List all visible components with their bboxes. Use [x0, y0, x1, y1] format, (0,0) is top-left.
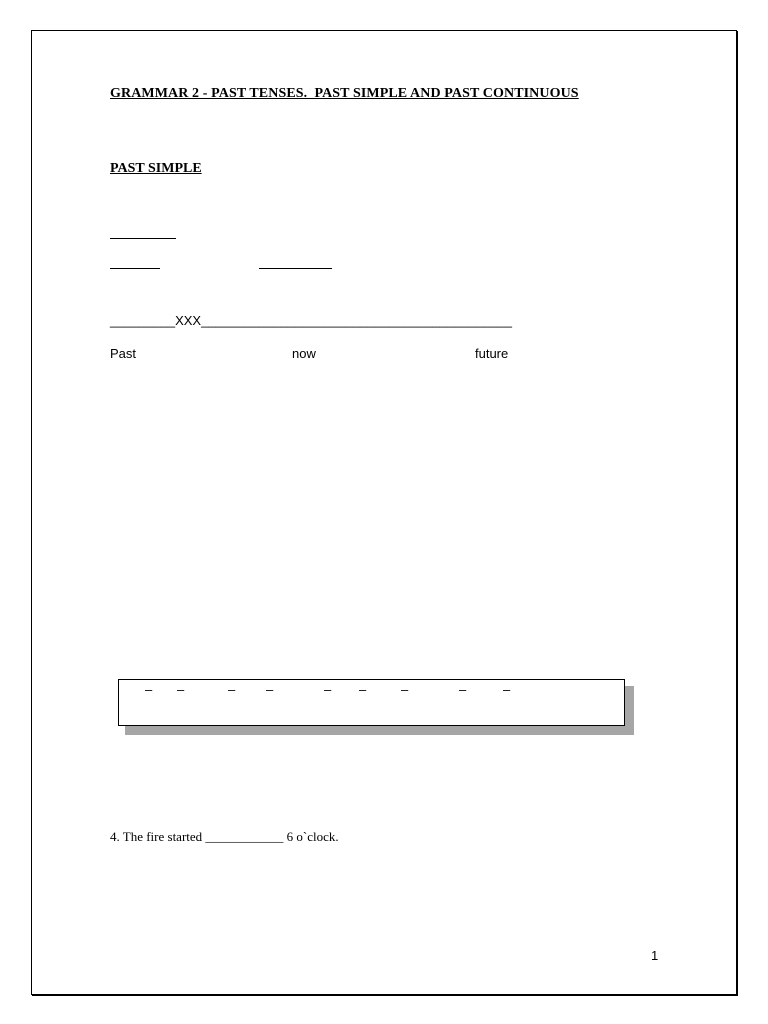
- box-dash: –: [503, 682, 511, 697]
- section-heading: PAST SIMPLE: [110, 161, 202, 176]
- document-title: GRAMMAR 2 - PAST TENSES. PAST SIMPLE AND PAST CONTINUOUS: [110, 86, 579, 101]
- box-dash: –: [324, 682, 332, 697]
- box-dash: –: [177, 682, 185, 697]
- timeline-label-future: future: [475, 346, 509, 361]
- text-box: [118, 679, 625, 726]
- blank-line-3: [259, 268, 332, 269]
- exercise-sentence: 4. The fire started ____________ 6 o`clock.: [110, 829, 339, 844]
- timeline-label-now: now: [292, 346, 316, 361]
- blank-line-2: [110, 268, 160, 269]
- box-dash: –: [145, 682, 153, 697]
- box-dash: –: [459, 682, 467, 697]
- blank-line-1: [110, 238, 176, 239]
- box-dash: –: [266, 682, 274, 697]
- box-dash: –: [401, 682, 409, 697]
- box-dash: –: [359, 682, 367, 697]
- timeline-line: _________XXX___________________________________________: [110, 313, 512, 328]
- timeline-label-past: Past: [110, 346, 137, 361]
- page-number: 1: [651, 948, 659, 963]
- box-dash: –: [228, 682, 236, 697]
